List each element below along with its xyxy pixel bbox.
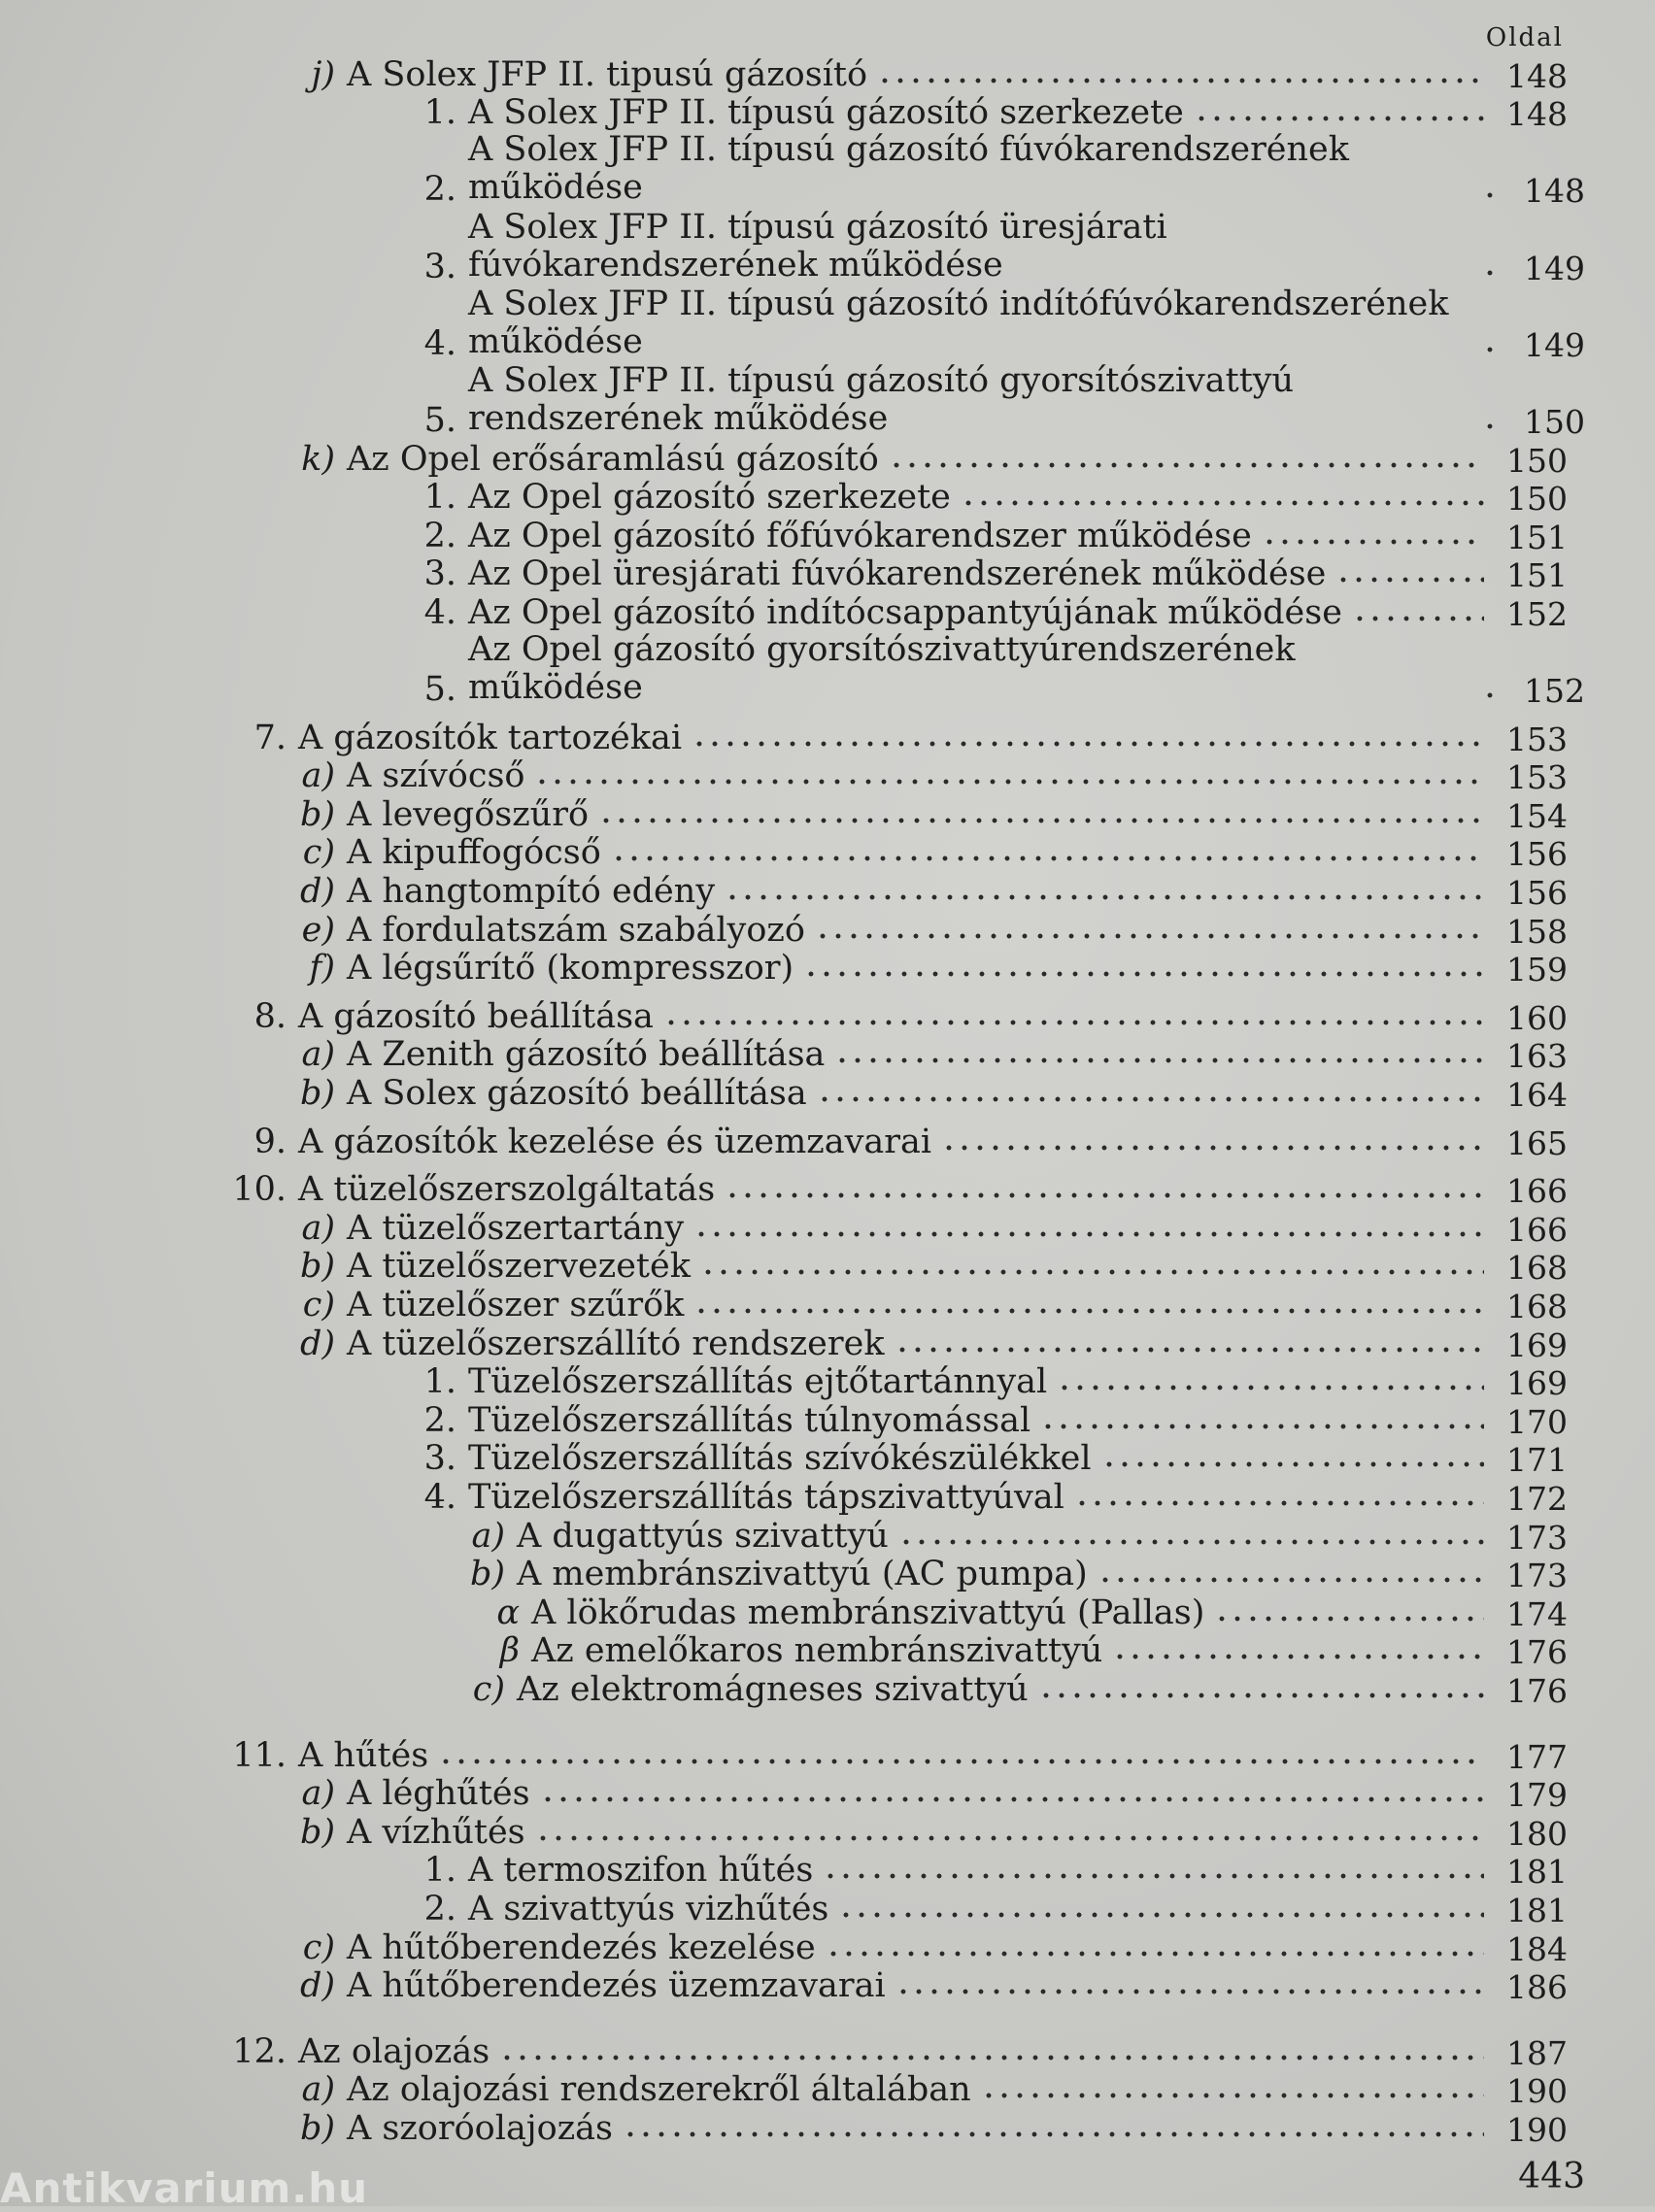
toc-entry-page: 148 [1506, 95, 1568, 134]
dot-leader [981, 2090, 1484, 2101]
toc-entry-number: d) [299, 872, 335, 912]
toc-entry-page: 186 [1506, 1968, 1568, 2007]
dot-leader [1214, 1613, 1484, 1625]
toc-entry-number: 2. [423, 170, 456, 210]
dot-leader [1040, 1421, 1484, 1432]
toc-entry-title: A hűtőberendezés kezelése [347, 1927, 816, 1967]
toc-entry [0, 1668, 1655, 1710]
watermark: Antikvarium.hu [0, 2164, 369, 2212]
dot-leader [1482, 189, 1502, 201]
dot-leader [1262, 536, 1484, 548]
toc-entry-page: 166 [1506, 1210, 1568, 1249]
toc-entry-number: c) [302, 833, 335, 873]
toc-entry-page: 180 [1506, 1814, 1568, 1853]
toc-entry-title: Az Opel gázosító főfúvókarendszer működése [468, 516, 1252, 555]
toc-entry [0, 1323, 1655, 1364]
toc-entry-number: 2. [423, 516, 456, 555]
toc-entry-page: 158 [1506, 912, 1568, 951]
toc-entry-title: A gázosítók tartozékai [298, 718, 683, 757]
toc-entry-number: d) [299, 1966, 335, 2006]
toc-entry-page: 176 [1506, 1671, 1568, 1710]
toc-entry-title: A hűtőberendezés üzemzavarai [347, 1966, 886, 2006]
toc-entry-page: 168 [1506, 1288, 1568, 1325]
dot-leader [1194, 113, 1484, 124]
toc-entry-number: 8. [253, 996, 287, 1036]
toc-entry [0, 477, 1655, 519]
toc-entry-title: Tüzelőszerszállítás ejtőtartánnyal [468, 1362, 1048, 1402]
toc-entry [0, 1811, 1655, 1853]
toc-entry-page: 163 [1506, 1037, 1568, 1076]
dot-leader [961, 497, 1484, 509]
toc-entry [0, 1121, 1655, 1162]
toc-entry-page: 184 [1506, 1929, 1568, 1968]
dot-leader [834, 1055, 1484, 1066]
toc-entry [0, 1072, 1655, 1115]
toc-entry-title: A Solex JFP II. típusú gázosító üresjárati fúvókarendszerének működése [468, 207, 1167, 285]
toc-entry [0, 1207, 1655, 1249]
toc-entry-number: d) [299, 1324, 335, 1363]
dot-leader [598, 815, 1484, 826]
toc-entry [0, 1284, 1655, 1323]
dot-leader [895, 1344, 1484, 1356]
toc-entry-number: a) [301, 1774, 335, 1814]
dot-leader [1057, 1382, 1484, 1393]
toc-entry-title: Az Opel gázosító gyorsítószivattyúrendszerének működése [468, 630, 1296, 708]
section-gap [0, 707, 1655, 717]
toc-entry [0, 92, 1655, 134]
dot-leader [693, 1305, 1484, 1317]
dot-leader [663, 1017, 1484, 1028]
toc-entry [0, 2030, 1655, 2072]
dot-leader [1482, 689, 1502, 701]
toc-entry-number: a) [301, 1035, 335, 1075]
section-gap [0, 2003, 1655, 2030]
toc-entry-number: 4. [423, 592, 456, 632]
dot-leader [1112, 1651, 1484, 1662]
toc-entry-page: 148 [1524, 172, 1585, 211]
toc-entry [0, 1554, 1655, 1595]
toc-entry-title: A tüzelőszervezeték [347, 1247, 691, 1287]
toc-entry-number: 5. [423, 400, 456, 440]
toc-entry-page: 179 [1506, 1776, 1568, 1815]
toc-entry-title: Az olajozási rendszerekről általában [347, 2070, 971, 2110]
toc-entry [0, 515, 1655, 556]
table-of-contents [0, 53, 1655, 2149]
toc-entry [0, 1169, 1655, 1211]
toc-entry-number: b) [299, 1247, 335, 1287]
toc-entry-number: a) [301, 2070, 335, 2110]
toc-entry-title: A léghűtés [347, 1774, 530, 1814]
toc-entry-page: 150 [1524, 402, 1585, 441]
toc-entry [0, 1034, 1655, 1076]
toc-entry-number: f) [309, 949, 335, 989]
toc-entry-title: A tüzelőszerszállító rendszerek [347, 1324, 885, 1363]
dot-leader [1098, 1574, 1484, 1586]
dot-leader [1335, 574, 1484, 586]
toc-entry-title: Az elektromágneses szivattyú [517, 1669, 1029, 1709]
toc-entry-page: 156 [1506, 835, 1568, 874]
toc-entry-number: c) [302, 1286, 335, 1324]
dot-leader [1074, 1497, 1484, 1509]
toc-entry-title: A gázosítók kezelése és üzemzavarai [298, 1122, 932, 1161]
dot-leader [823, 1870, 1484, 1882]
dot-leader [815, 930, 1484, 942]
toc-entry-page: 177 [1506, 1737, 1568, 1776]
toc-entry [0, 909, 1655, 951]
dot-leader [725, 1190, 1484, 1201]
toc-entry-title: A Zenith gázosító beállítása [347, 1035, 826, 1075]
toc-entry-title: Az Opel erősáramlású gázosító [347, 439, 879, 479]
toc-entry [0, 1630, 1655, 1672]
toc-entry-page: 187 [1506, 2033, 1568, 2072]
toc-entry-title: Az emelőkaros nembránszivattyú [531, 1631, 1103, 1671]
dot-leader [1482, 344, 1502, 355]
toc-entry-number: 1. [423, 1362, 456, 1402]
dot-leader [838, 1909, 1484, 1921]
toc-entry [0, 1734, 1655, 1776]
toc-entry-page: 181 [1506, 1891, 1568, 1929]
dot-leader [611, 853, 1484, 864]
toc-entry [0, 870, 1655, 913]
section-gap [0, 1707, 1655, 1734]
toc-entry [0, 948, 1655, 987]
dot-leader [499, 2052, 1484, 2063]
toc-entry-number: 3. [423, 247, 456, 286]
toc-entry-number: 10. [232, 1170, 287, 1210]
toc-entry [0, 1965, 1655, 2007]
toc-entry-number: 3. [423, 1439, 456, 1479]
toc-entry-page: 153 [1506, 720, 1568, 758]
toc-entry [0, 553, 1655, 595]
dot-leader [534, 776, 1484, 788]
toc-entry-number: c) [302, 1927, 335, 1967]
toc-entry-title: A vízhűtés [347, 1812, 525, 1852]
toc-entry-number: 4. [423, 323, 456, 363]
toc-entry-title: A fordulatszám szabályozó [347, 910, 805, 950]
toc-entry [0, 1438, 1655, 1480]
toc-entry-title: A membránszivattyú (AC pumpa) [517, 1555, 1088, 1594]
toc-entry-title: A tüzelőszerszolgáltatás [298, 1170, 716, 1210]
toc-entry-title: Az Opel gázosító szerkezete [468, 478, 951, 518]
toc-entry-title: A tüzelőszer szűrők [347, 1286, 685, 1324]
toc-entry-title: A gázosító beállítása [298, 996, 654, 1036]
toc-entry-number: b) [299, 1074, 335, 1114]
toc-entry-page: 174 [1506, 1594, 1568, 1633]
toc-entry-number: 11. [232, 1735, 287, 1775]
toc-entry-page: 170 [1506, 1402, 1568, 1441]
toc-entry-title: Az Opel gázosító indítócsappantyújának működése [468, 592, 1342, 632]
toc-entry [0, 793, 1655, 835]
toc-entry-page: 173 [1506, 1557, 1568, 1595]
toc-entry-number: a) [301, 756, 335, 796]
toc-entry [0, 1476, 1655, 1518]
toc-entry-page: 172 [1506, 1479, 1568, 1518]
toc-entry [0, 2069, 1655, 2111]
toc-entry-page: 168 [1506, 1249, 1568, 1288]
toc-entry-number: e) [301, 910, 335, 950]
toc-entry-number: 12. [232, 2031, 287, 2071]
toc-entry-title: A légsűrítő (kompresszor) [347, 949, 794, 989]
toc-entry-number: b) [299, 2108, 335, 2148]
toc-entry-number: 2. [423, 1889, 456, 1928]
toc-entry-number: k) [301, 439, 335, 479]
toc-entry-page: 151 [1506, 518, 1568, 556]
toc-entry-number: j) [311, 54, 335, 94]
toc-entry-page: 190 [1506, 2110, 1568, 2149]
page-number: 443 [1518, 2157, 1585, 2196]
toc-entry [0, 438, 1655, 480]
toc-entry-title: A levegőszűrő [347, 794, 590, 834]
section-gap [0, 1111, 1655, 1121]
toc-entry [0, 1399, 1655, 1441]
toc-entry-number: 1. [423, 478, 456, 518]
toc-entry [0, 1515, 1655, 1557]
dot-leader [895, 1986, 1484, 1997]
toc-entry-title: A hangtompító edény [347, 872, 716, 912]
dot-leader [941, 1142, 1484, 1154]
toc-entry-number: b) [469, 1555, 505, 1594]
dot-leader [700, 1266, 1484, 1278]
toc-entry-title: A termoszifon hűtés [468, 1851, 814, 1891]
toc-entry-title: Az Opel üresjárati fúvókarendszerének működése [468, 554, 1327, 594]
toc-entry-title: Tüzelőszerszállítás szívókészülékkel [468, 1439, 1092, 1479]
toc-entry-page: 181 [1506, 1853, 1568, 1892]
toc-entry-title: Az olajozás [298, 2031, 490, 2071]
dot-leader [877, 75, 1484, 86]
dot-leader [535, 1832, 1484, 1844]
toc-entry [0, 755, 1655, 797]
toc-entry-page: 166 [1506, 1172, 1568, 1211]
toc-entry-page: 149 [1524, 325, 1585, 364]
dot-leader [692, 738, 1484, 750]
toc-entry-page: 148 [1506, 56, 1568, 95]
toc-entry-number: b) [299, 794, 335, 834]
toc-entry-page: 164 [1506, 1076, 1568, 1115]
toc-entry-number: 4. [423, 1477, 456, 1517]
toc-entry-title: A kipuffogócső [347, 833, 601, 873]
dot-leader [693, 1228, 1484, 1240]
toc-entry [0, 207, 1655, 287]
toc-entry-title: A dugattyús szivattyú [517, 1516, 889, 1556]
toc-entry-page: 150 [1506, 441, 1568, 480]
toc-entry-title: A Solex JFP II. típusú gázosító fúvókarendszerének működése [468, 130, 1349, 208]
toc-entry-page: 152 [1524, 672, 1585, 711]
toc-entry [0, 1850, 1655, 1892]
dot-leader [1352, 613, 1484, 624]
dot-leader [803, 968, 1484, 980]
toc-entry-title: A Solex JFP II. típusú gázosító gyorsítószivattyú rendszerének működése [468, 360, 1295, 438]
toc-entry-title: A tüzelőszertartány [347, 1208, 685, 1248]
toc-entry-page: 169 [1506, 1364, 1568, 1403]
dot-leader [1482, 267, 1502, 279]
toc-entry [0, 1773, 1655, 1815]
toc-entry-page: 156 [1506, 874, 1568, 913]
toc-entry-number: 7. [253, 718, 287, 757]
toc-entry-number: 1. [423, 1851, 456, 1891]
toc-entry [0, 591, 1655, 633]
section-gap [0, 986, 1655, 995]
dot-leader [1482, 420, 1502, 432]
toc-entry [0, 1927, 1655, 1968]
toc-entry [0, 130, 1655, 211]
toc-entry-page: 160 [1506, 998, 1568, 1037]
toc-entry-title: A Solex JFP II. típusú gázosító indítófúvókarendszerének működése [468, 284, 1449, 361]
toc-entry [0, 1592, 1655, 1633]
toc-entry-number: α [496, 1592, 520, 1632]
toc-entry [0, 995, 1655, 1037]
toc-entry-page: 171 [1506, 1441, 1568, 1480]
toc-entry-page: 176 [1506, 1633, 1568, 1672]
toc-entry-page: 153 [1506, 758, 1568, 797]
toc-entry-number: 1. [423, 93, 456, 133]
toc-entry-page: 190 [1506, 2072, 1568, 2111]
toc-entry-title: Tüzelőszerszállítás túlnyomással [468, 1400, 1031, 1440]
toc-entry-page: 151 [1506, 556, 1568, 595]
toc-entry [0, 53, 1655, 95]
toc-entry-page: 154 [1506, 796, 1568, 835]
toc-entry [0, 717, 1655, 758]
toc-entry-number: b) [299, 1812, 335, 1852]
dot-leader [1101, 1458, 1484, 1470]
toc-entry-page: 150 [1506, 480, 1568, 519]
toc-entry-title: A Solex JFP II. tipusú gázosító [347, 54, 868, 94]
toc-entry [0, 1246, 1655, 1288]
page-column-label: Oldal [1485, 23, 1564, 52]
toc-entry-number: a) [471, 1516, 505, 1556]
toc-entry-page: 173 [1506, 1518, 1568, 1557]
dot-leader [438, 1756, 1484, 1767]
toc-entry-title: A szivattyús vizhűtés [468, 1889, 829, 1928]
toc-entry-page: 152 [1506, 594, 1568, 633]
toc-entry-number: c) [472, 1669, 505, 1709]
toc-entry [0, 360, 1655, 441]
dot-leader [826, 1948, 1484, 1960]
toc-entry-number: 5. [423, 670, 456, 710]
toc-entry-title: Tüzelőszerszállítás tápszivattyúval [468, 1477, 1064, 1517]
toc-entry-title: A Solex gázosító beállítása [347, 1074, 807, 1114]
dot-leader [725, 891, 1484, 903]
toc-entry [0, 284, 1655, 364]
toc-entry-title: A Solex JFP II. típusú gázosító szerkezete [468, 93, 1184, 133]
toc-entry-title: A hűtés [298, 1735, 429, 1775]
toc-entry-page: 165 [1506, 1123, 1568, 1162]
toc-entry [0, 1361, 1655, 1403]
toc-entry-number: β [499, 1631, 520, 1671]
dot-leader [889, 459, 1484, 471]
toc-entry-page: 149 [1524, 249, 1585, 287]
dot-leader [623, 2128, 1484, 2140]
toc-entry-title: A szívócső [347, 756, 525, 796]
dot-leader [540, 1793, 1484, 1805]
dot-leader [1038, 1690, 1484, 1701]
toc-entry-number: 3. [423, 554, 456, 594]
dot-leader [898, 1536, 1484, 1548]
toc-entry-page: 169 [1506, 1325, 1568, 1364]
toc-entry-number: a) [301, 1208, 335, 1248]
toc-entry-title: A szoróolajozás [347, 2108, 614, 2148]
toc-entry-page: 159 [1506, 951, 1568, 989]
toc-entry [0, 2107, 1655, 2149]
dot-leader [817, 1093, 1484, 1105]
toc-entry-number: 2. [423, 1400, 456, 1440]
toc-entry [0, 1888, 1655, 1927]
toc-entry-title: A lökőrudas membránszivattyú (Pallas) [531, 1592, 1205, 1632]
toc-entry [0, 832, 1655, 874]
toc-entry [0, 630, 1655, 711]
toc-entry-number: 9. [253, 1122, 287, 1161]
